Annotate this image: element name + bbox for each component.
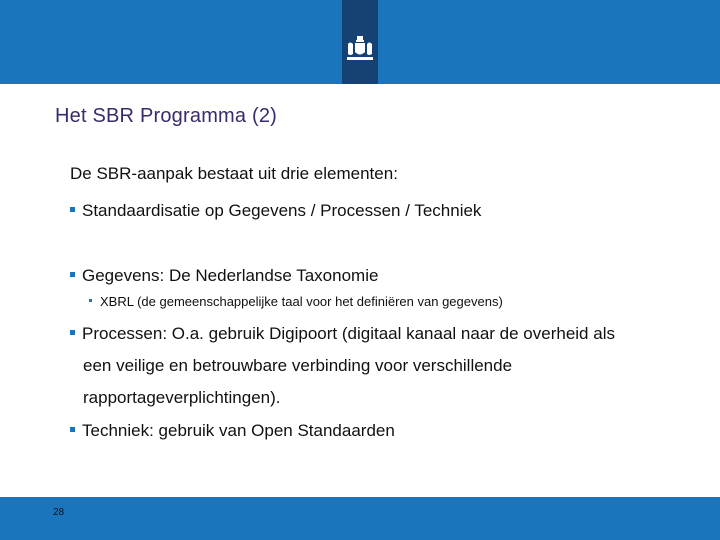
page-number: 28 (53, 507, 65, 518)
intro-text: De SBR-aanpak bestaat uit drie elementen: (70, 164, 398, 183)
bullet-gegevens (70, 260, 670, 292)
logo-block (342, 0, 378, 84)
bullet-processen (70, 318, 670, 414)
footer-band (0, 497, 720, 540)
bullet-text: Techniek: gebruik van Open Standaarden (82, 421, 395, 440)
header-band (0, 0, 720, 84)
bullet-square-icon (70, 427, 75, 432)
sub-bullet-xbrl (89, 294, 503, 309)
slide-title: Het SBR Programma (2) (55, 105, 278, 127)
bullet-techniek (70, 415, 670, 447)
bullet-text: Gegevens: De Nederlandse Taxonomie (82, 266, 379, 285)
bullet-text: Standaardisatie op Gegevens / Processen / Techniek (82, 201, 482, 220)
bullet-text: Processen: O.a. gebruik Digipoort (digitaal kanaal naar de overheid als (82, 324, 615, 343)
coat-of-arms-icon (345, 34, 375, 64)
sub-bullet-square-icon (89, 299, 92, 302)
sub-bullet-text: XBRL (de gemeenschappelijke taal voor het definiëren van gegevens) (100, 294, 503, 309)
bullet-standaardisatie (70, 195, 670, 227)
bullet-square-icon (70, 272, 75, 277)
bullet-text-continued: een veilige en betrouwbare verbinding voor verschillende (83, 356, 513, 375)
bullet-text-continued: rapportageverplichtingen). (83, 388, 281, 407)
bullet-square-icon (70, 207, 75, 212)
bullet-square-icon (70, 330, 75, 335)
